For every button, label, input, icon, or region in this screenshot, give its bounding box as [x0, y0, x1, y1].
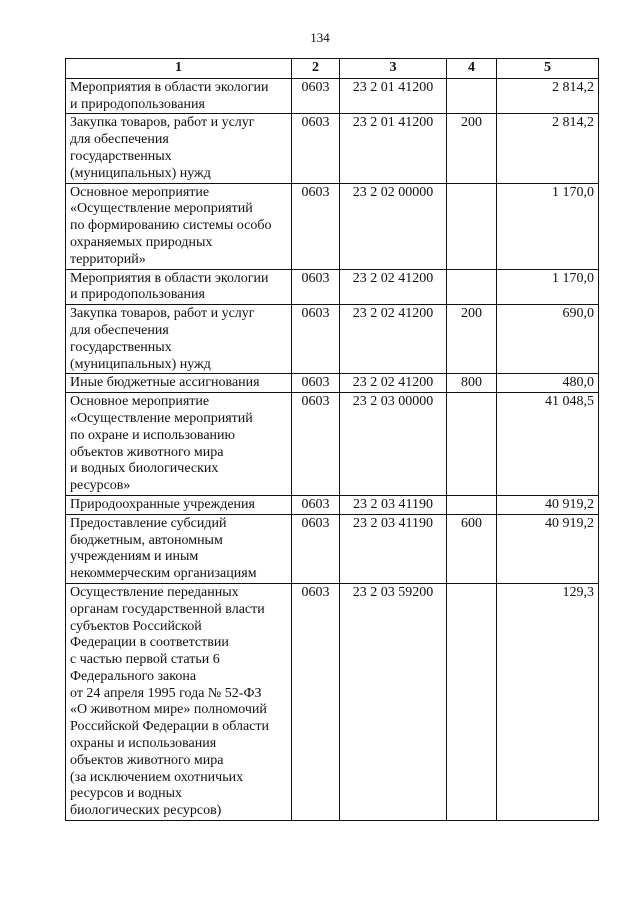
cell-section: 0603 — [292, 78, 340, 114]
cell-name-line: Мероприятия в области экологии — [70, 270, 269, 286]
cell-section: 0603 — [292, 374, 340, 393]
cell-section: 0603 — [292, 583, 340, 820]
cell-name-line: Основное мероприятие — [70, 394, 210, 410]
cell-amount: 690,0 — [497, 305, 599, 374]
cell-name-line: «О животном мире» полномочий — [70, 702, 267, 718]
cell-expense-type — [447, 183, 497, 269]
cell-name-line: Природоохранные учреждения — [70, 496, 255, 512]
cell-name-line: объектов животного мира — [70, 444, 224, 460]
header-row — [66, 59, 599, 79]
cell-amount: 480,0 — [497, 374, 599, 393]
cell-name — [66, 183, 292, 269]
cell-name-line: охраны и использования — [70, 736, 217, 752]
header-col-1: 1 — [66, 59, 292, 79]
table-row — [66, 183, 599, 269]
table-header — [66, 59, 599, 79]
cell-name-line: территорий» — [70, 251, 146, 267]
cell-name-line: Осуществление переданных — [70, 584, 239, 600]
cell-name-line: Мероприятия в области экологии — [70, 79, 269, 95]
cell-name-line: государственных — [70, 339, 172, 355]
table-body — [66, 78, 599, 820]
cell-name-line: Предоставление субсидий — [70, 515, 227, 531]
cell-name-line: некоммерческим организациям — [70, 566, 257, 582]
table-row — [66, 114, 599, 183]
cell-name-line: Федерации в соответствии — [70, 635, 229, 651]
cell-name-line: объектов животного мира — [70, 752, 224, 768]
cell-amount: 2 814,2 — [497, 78, 599, 114]
cell-name-line: «Осуществление мероприятий — [70, 201, 253, 217]
cell-amount: 1 170,0 — [497, 269, 599, 305]
cell-name-line: (муниципальных) нужд — [70, 356, 211, 372]
cell-amount: 41 048,5 — [497, 393, 599, 496]
cell-target-code: 23 2 03 59200 — [340, 583, 447, 820]
cell-name-line: с частью первой статьи 6 — [70, 652, 220, 668]
cell-expense-type: 200 — [447, 114, 497, 183]
cell-name-line: Закупка товаров, работ и услуг — [70, 115, 255, 131]
cell-name-line: ресурсов и водных — [70, 786, 183, 802]
cell-expense-type: 600 — [447, 514, 497, 583]
cell-name-line: биологических ресурсов) — [70, 803, 222, 819]
cell-name-line: для обеспечения — [70, 322, 169, 338]
table-row — [66, 514, 599, 583]
cell-section: 0603 — [292, 495, 340, 514]
cell-name-line: по формированию системы особо — [70, 218, 272, 234]
table-row — [66, 78, 599, 114]
page-number: 134 — [310, 30, 330, 45]
cell-name-line: Закупка товаров, работ и услуг — [70, 306, 255, 322]
cell-name-line: учреждениям и иным — [70, 549, 199, 565]
table-row — [66, 374, 599, 393]
cell-name-line: ресурсов» — [70, 478, 131, 494]
header-col-3: 3 — [340, 59, 447, 79]
cell-name-line: Иные бюджетные ассигнования — [70, 375, 260, 391]
cell-section: 0603 — [292, 183, 340, 269]
cell-name — [66, 374, 292, 393]
cell-name-line: охраняемых природных — [70, 234, 213, 250]
cell-amount: 40 919,2 — [497, 514, 599, 583]
cell-target-code: 23 2 02 41200 — [340, 269, 447, 305]
cell-name-line: (муниципальных) нужд — [70, 165, 211, 181]
cell-section: 0603 — [292, 269, 340, 305]
cell-name-line: и водных биологических — [70, 461, 219, 477]
cell-expense-type — [447, 269, 497, 305]
cell-expense-type: 800 — [447, 374, 497, 393]
cell-name-line: Основное мероприятие — [70, 184, 210, 200]
cell-section: 0603 — [292, 393, 340, 496]
cell-name-line: по охране и использованию — [70, 427, 235, 443]
cell-expense-type: 200 — [447, 305, 497, 374]
cell-name-line: государственных — [70, 148, 172, 164]
cell-name — [66, 114, 292, 183]
header-col-5: 5 — [497, 59, 599, 79]
cell-name-line: органам государственной власти — [70, 601, 265, 617]
cell-amount: 2 814,2 — [497, 114, 599, 183]
cell-expense-type — [447, 495, 497, 514]
cell-name — [66, 305, 292, 374]
table-row — [66, 495, 599, 514]
cell-name-line: Федерального закона — [70, 668, 197, 684]
header-col-4: 4 — [447, 59, 497, 79]
cell-name — [66, 78, 292, 114]
cell-name-line: от 24 апреля 1995 года № 52-ФЗ — [70, 685, 262, 701]
cell-name-line: Российской Федерации в области — [70, 719, 270, 735]
cell-amount: 1 170,0 — [497, 183, 599, 269]
cell-target-code: 23 2 03 41190 — [340, 514, 447, 583]
cell-name-line: и природопользования — [70, 96, 205, 112]
header-col-2: 2 — [292, 59, 340, 79]
cell-name-line: (за исключением охотничьих — [70, 769, 244, 785]
cell-section: 0603 — [292, 114, 340, 183]
cell-target-code: 23 2 03 00000 — [340, 393, 447, 496]
table-row — [66, 583, 599, 820]
cell-expense-type — [447, 393, 497, 496]
cell-name-line: для обеспечения — [70, 132, 169, 148]
cell-name — [66, 514, 292, 583]
cell-name — [66, 583, 292, 820]
cell-expense-type — [447, 78, 497, 114]
cell-name-line: «Осуществление мероприятий — [70, 410, 253, 426]
table-row — [66, 269, 599, 305]
cell-target-code: 23 2 02 41200 — [340, 374, 447, 393]
cell-target-code: 23 2 02 00000 — [340, 183, 447, 269]
cell-name — [66, 269, 292, 305]
cell-name-line: бюджетным, автономным — [70, 532, 223, 548]
table-row — [66, 305, 599, 374]
cell-target-code: 23 2 01 41200 — [340, 114, 447, 183]
cell-amount: 40 919,2 — [497, 495, 599, 514]
cell-section: 0603 — [292, 514, 340, 583]
budget-table — [65, 58, 599, 821]
cell-amount: 129,3 — [497, 583, 599, 820]
cell-target-code: 23 2 02 41200 — [340, 305, 447, 374]
cell-target-code: 23 2 01 41200 — [340, 78, 447, 114]
cell-expense-type — [447, 583, 497, 820]
cell-name — [66, 393, 292, 496]
table-row — [66, 393, 599, 496]
cell-target-code: 23 2 03 41190 — [340, 495, 447, 514]
cell-name — [66, 495, 292, 514]
cell-name-line: и природопользования — [70, 287, 205, 303]
cell-name-line: субъектов Российской — [70, 618, 202, 634]
cell-section: 0603 — [292, 305, 340, 374]
